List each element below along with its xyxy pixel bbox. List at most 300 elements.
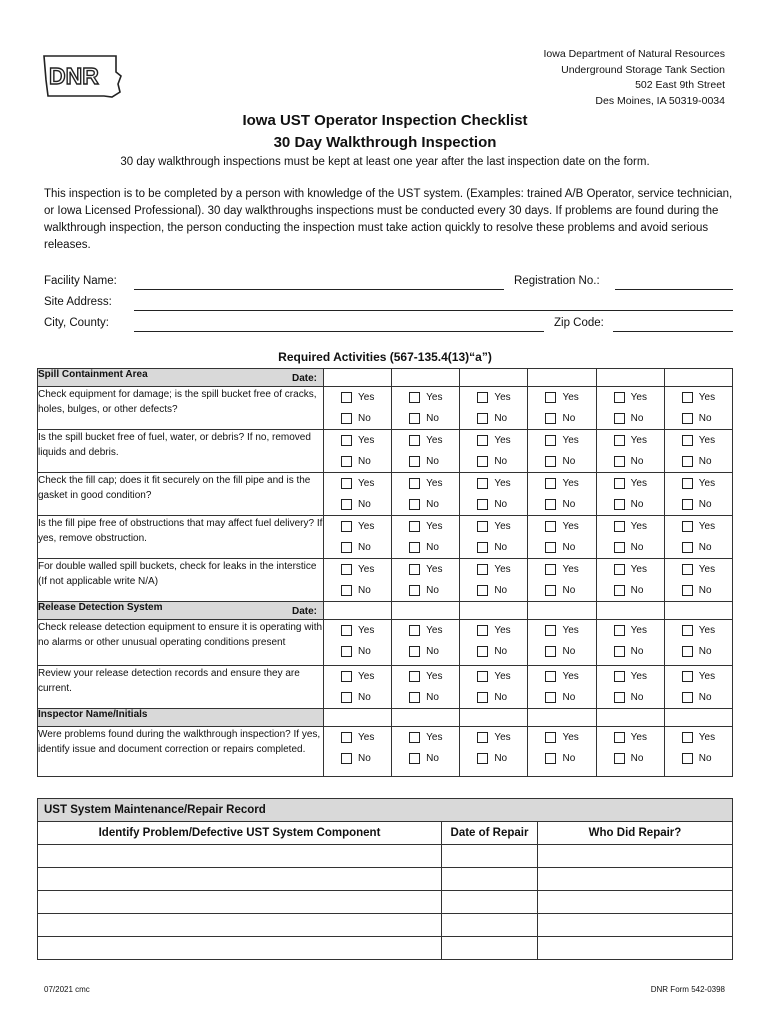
checkbox[interactable] (341, 692, 352, 703)
yes-label: Yes (426, 392, 443, 403)
answer-cell (596, 620, 664, 666)
yes-option[interactable] (460, 473, 527, 494)
yes-option[interactable] (528, 473, 595, 494)
yes-label: Yes (562, 478, 579, 489)
yes-option[interactable] (392, 620, 459, 641)
yes-label: Yes (426, 625, 443, 636)
checkbox[interactable] (545, 625, 556, 636)
no-option[interactable] (392, 451, 459, 472)
no-option[interactable] (528, 537, 595, 558)
yes-option[interactable] (597, 387, 664, 408)
yes-label: Yes (494, 671, 511, 682)
checkbox[interactable] (409, 392, 420, 403)
no-option[interactable] (665, 641, 732, 662)
yes-option[interactable] (324, 559, 391, 580)
checkbox[interactable] (614, 671, 625, 682)
no-option[interactable] (665, 408, 732, 429)
no-option[interactable] (597, 641, 664, 662)
no-option[interactable] (392, 748, 459, 769)
no-label: No (358, 542, 371, 553)
yes-label: Yes (698, 521, 716, 532)
city-county-field[interactable] (134, 331, 544, 332)
answer-cell (460, 727, 528, 777)
yes-label: Yes (562, 521, 579, 532)
checkbox[interactable] (682, 732, 693, 743)
checkbox[interactable] (682, 499, 693, 510)
checkbox[interactable] (341, 392, 352, 403)
checkbox[interactable] (477, 671, 488, 682)
checkbox[interactable] (545, 753, 556, 764)
checkbox[interactable] (682, 646, 693, 657)
checkbox[interactable] (682, 564, 693, 575)
date-cell[interactable] (324, 602, 392, 620)
yes-label: Yes (494, 435, 511, 446)
city-county-label: City, County: (44, 317, 109, 329)
no-option[interactable] (324, 641, 391, 662)
record-title: UST System Maintenance/Repair Record (38, 799, 733, 822)
checkbox[interactable] (545, 435, 556, 446)
section-header (38, 709, 324, 727)
no-label: No (630, 692, 644, 703)
yes-option[interactable] (324, 666, 391, 687)
who-column-header: Who Did Repair? (538, 822, 733, 845)
yes-option[interactable] (460, 430, 527, 451)
checkbox[interactable] (614, 392, 625, 403)
footer-revision: 07/2021 cmc (44, 985, 90, 994)
yes-option[interactable] (460, 516, 527, 537)
yes-option[interactable] (528, 727, 595, 748)
yes-option[interactable] (528, 620, 595, 641)
checkbox[interactable] (477, 732, 488, 743)
answer-cell (460, 473, 528, 516)
answer-cell (324, 516, 392, 559)
checkbox[interactable] (477, 413, 488, 424)
date-cell[interactable] (664, 602, 732, 620)
yes-option[interactable] (528, 516, 595, 537)
yes-option[interactable] (392, 430, 459, 451)
checkbox[interactable] (409, 478, 420, 489)
yes-option[interactable] (528, 559, 595, 580)
no-label: No (426, 692, 439, 703)
no-label: No (698, 753, 712, 764)
no-label: No (562, 456, 576, 467)
yes-option[interactable] (460, 727, 527, 748)
checkbox[interactable] (614, 542, 625, 553)
yes-label: Yes (358, 478, 375, 489)
date-cell[interactable] (324, 369, 392, 387)
no-label: No (358, 499, 371, 510)
checkbox[interactable] (477, 753, 488, 764)
yes-option[interactable] (460, 387, 527, 408)
yes-label: Yes (494, 478, 511, 489)
no-option[interactable] (665, 580, 732, 601)
checkbox[interactable] (682, 456, 693, 467)
no-option[interactable] (597, 537, 664, 558)
checkbox[interactable] (545, 585, 556, 596)
checkbox[interactable] (614, 413, 625, 424)
yes-option[interactable] (597, 559, 664, 580)
checkbox[interactable] (341, 435, 352, 446)
yes-option[interactable] (597, 430, 664, 451)
checkbox[interactable] (614, 435, 625, 446)
no-label: No (698, 585, 712, 596)
no-label: No (494, 499, 508, 510)
checkbox[interactable] (477, 585, 488, 596)
question-row (38, 473, 733, 516)
no-option[interactable] (597, 408, 664, 429)
checkbox[interactable] (409, 413, 420, 424)
yes-option[interactable] (665, 516, 732, 537)
yes-option[interactable] (597, 516, 664, 537)
date-cell[interactable] (460, 709, 528, 727)
no-label: No (494, 542, 508, 553)
checkbox[interactable] (545, 732, 556, 743)
no-option[interactable] (528, 687, 595, 708)
yes-option[interactable] (597, 666, 664, 687)
checkbox[interactable] (477, 478, 488, 489)
yes-option[interactable] (324, 620, 391, 641)
yes-label: Yes (494, 521, 511, 532)
checkbox[interactable] (409, 625, 420, 636)
checkbox[interactable] (409, 456, 420, 467)
no-option[interactable] (528, 748, 595, 769)
checkbox[interactable] (682, 435, 693, 446)
checkbox[interactable] (341, 585, 352, 596)
no-option[interactable] (392, 408, 459, 429)
checkbox[interactable] (614, 732, 625, 743)
yes-option[interactable] (597, 620, 664, 641)
answer-cell (324, 620, 392, 666)
checkbox[interactable] (409, 435, 420, 446)
answer-cell (392, 387, 460, 430)
no-option[interactable] (460, 748, 527, 769)
no-label: No (630, 456, 644, 467)
yes-option[interactable] (392, 387, 459, 408)
yes-option[interactable] (665, 387, 732, 408)
no-option[interactable] (392, 580, 459, 601)
no-option[interactable] (528, 408, 595, 429)
yes-label: Yes (562, 732, 579, 743)
checkbox[interactable] (682, 671, 693, 682)
no-option[interactable] (392, 494, 459, 515)
no-option[interactable] (597, 687, 664, 708)
no-label: No (358, 753, 371, 764)
facility-name-label: Facility Name: (44, 275, 117, 287)
answer-cell (460, 387, 528, 430)
no-option[interactable] (528, 494, 595, 515)
checkbox[interactable] (682, 478, 693, 489)
checkbox[interactable] (341, 753, 352, 764)
no-option[interactable] (665, 537, 732, 558)
yes-option[interactable] (665, 559, 732, 580)
no-option[interactable] (528, 641, 595, 662)
question-row (38, 430, 733, 473)
checkbox[interactable] (545, 456, 556, 467)
question-row (38, 559, 733, 602)
date-label: Date: (291, 606, 317, 617)
date-cell[interactable] (664, 369, 732, 387)
checkbox[interactable] (614, 521, 625, 532)
no-option[interactable] (597, 494, 664, 515)
date-cell[interactable] (392, 369, 460, 387)
yes-label: Yes (562, 671, 579, 682)
yes-option[interactable] (597, 727, 664, 748)
checkbox[interactable] (614, 478, 625, 489)
checkbox[interactable] (545, 521, 556, 532)
date-cell[interactable] (596, 602, 664, 620)
yes-option[interactable] (665, 473, 732, 494)
checkbox[interactable] (409, 671, 420, 682)
no-option[interactable] (460, 641, 527, 662)
no-option[interactable] (460, 580, 527, 601)
yes-option[interactable] (392, 559, 459, 580)
checkbox[interactable] (614, 564, 625, 575)
yes-option[interactable] (392, 666, 459, 687)
yes-option[interactable] (324, 516, 391, 537)
no-option[interactable] (460, 494, 527, 515)
date-cell[interactable] (596, 709, 664, 727)
checkbox[interactable] (477, 392, 488, 403)
date-cell[interactable] (528, 602, 596, 620)
checkbox[interactable] (682, 585, 693, 596)
no-option[interactable] (460, 408, 527, 429)
record-row[interactable] (38, 914, 733, 937)
checkbox[interactable] (545, 413, 556, 424)
checkbox[interactable] (409, 564, 420, 575)
no-option[interactable] (324, 537, 391, 558)
yes-option[interactable] (460, 620, 527, 641)
checkbox[interactable] (341, 625, 352, 636)
yes-label: Yes (562, 435, 579, 446)
checkbox[interactable] (341, 499, 352, 510)
answer-cell (392, 620, 460, 666)
no-option[interactable] (324, 451, 391, 472)
checkbox[interactable] (341, 564, 352, 575)
checkbox[interactable] (682, 692, 693, 703)
checkbox[interactable] (409, 692, 420, 703)
component-column-header: Identify Problem/Defective UST System Component (38, 822, 442, 845)
answer-cell (664, 473, 732, 516)
yes-label: Yes (426, 564, 443, 575)
no-option[interactable] (324, 748, 391, 769)
checkbox[interactable] (477, 542, 488, 553)
section-header-row (38, 602, 733, 620)
checkbox[interactable] (614, 625, 625, 636)
checkbox[interactable] (545, 692, 556, 703)
no-label: No (630, 499, 644, 510)
yes-option[interactable] (665, 666, 732, 687)
yes-option[interactable] (460, 666, 527, 687)
no-option[interactable] (665, 451, 732, 472)
yes-label: Yes (630, 564, 647, 575)
date-cell[interactable] (596, 369, 664, 387)
yes-option[interactable] (528, 666, 595, 687)
checkbox[interactable] (477, 456, 488, 467)
checkbox[interactable] (341, 456, 352, 467)
no-option[interactable] (665, 687, 732, 708)
yes-label: Yes (698, 671, 716, 682)
section-header-row (38, 709, 733, 727)
no-label: No (494, 646, 508, 657)
no-option[interactable] (597, 580, 664, 601)
answer-cell (324, 473, 392, 516)
checkbox[interactable] (409, 521, 420, 532)
date-cell[interactable] (528, 369, 596, 387)
yes-label: Yes (562, 625, 579, 636)
checkbox[interactable] (545, 646, 556, 657)
checkbox[interactable] (409, 732, 420, 743)
checkbox[interactable] (614, 585, 625, 596)
no-option[interactable] (460, 537, 527, 558)
no-label: No (426, 499, 439, 510)
yes-option[interactable] (528, 387, 595, 408)
answer-cell (392, 430, 460, 473)
no-option[interactable] (460, 687, 527, 708)
yes-label: Yes (426, 521, 443, 532)
checkbox[interactable] (545, 499, 556, 510)
yes-label: Yes (698, 625, 716, 636)
checkbox[interactable] (477, 499, 488, 510)
date-cell[interactable] (392, 709, 460, 727)
yes-label: Yes (426, 732, 443, 743)
checkbox[interactable] (614, 499, 625, 510)
yes-label: Yes (698, 392, 716, 403)
answer-cell (460, 666, 528, 709)
checkbox[interactable] (341, 413, 352, 424)
date-cell[interactable] (324, 709, 392, 727)
checkbox[interactable] (682, 413, 693, 424)
answer-cell (596, 666, 664, 709)
checkbox[interactable] (477, 435, 488, 446)
address-line: Des Moines, IA 50319-0034 (595, 94, 725, 107)
checkbox[interactable] (477, 521, 488, 532)
no-label: No (630, 413, 644, 424)
date-cell[interactable] (528, 709, 596, 727)
record-row[interactable] (38, 845, 733, 868)
checkbox[interactable] (341, 671, 352, 682)
yes-option[interactable] (665, 727, 732, 748)
address-line: 502 East 9th Street (635, 79, 725, 91)
checkbox[interactable] (477, 625, 488, 636)
no-option[interactable] (324, 494, 391, 515)
no-option[interactable] (460, 451, 527, 472)
yes-label: Yes (426, 435, 443, 446)
answer-cell (528, 516, 596, 559)
answer-cell (664, 559, 732, 602)
answer-cell (324, 430, 392, 473)
yes-option[interactable] (324, 387, 391, 408)
registration-label: Registration No.: (514, 275, 600, 287)
no-option[interactable] (324, 687, 391, 708)
facility-name-field[interactable] (134, 289, 504, 290)
date-cell[interactable] (460, 369, 528, 387)
checkbox[interactable] (614, 456, 625, 467)
no-option[interactable] (665, 494, 732, 515)
no-option[interactable] (392, 687, 459, 708)
yes-option[interactable] (665, 620, 732, 641)
no-option[interactable] (324, 408, 391, 429)
yes-option[interactable] (665, 430, 732, 451)
no-option[interactable] (324, 580, 391, 601)
checkbox[interactable] (477, 646, 488, 657)
yes-label: Yes (426, 478, 443, 489)
no-option[interactable] (392, 537, 459, 558)
checkbox[interactable] (409, 753, 420, 764)
no-option[interactable] (528, 451, 595, 472)
checkbox[interactable] (545, 671, 556, 682)
answer-cell (664, 430, 732, 473)
yes-option[interactable] (392, 727, 459, 748)
checkbox[interactable] (682, 753, 693, 764)
record-row[interactable] (38, 891, 733, 914)
zip-code-field[interactable] (613, 331, 733, 332)
question-text: For double walled spill buckets, check for leaks in the interstice (If not applicable write N/A) (38, 559, 324, 602)
checkbox[interactable] (341, 646, 352, 657)
no-option[interactable] (528, 580, 595, 601)
yes-option[interactable] (597, 473, 664, 494)
checkbox[interactable] (682, 521, 693, 532)
yes-option[interactable] (392, 516, 459, 537)
checkbox[interactable] (545, 392, 556, 403)
site-address-field[interactable] (134, 310, 733, 311)
checkbox[interactable] (341, 732, 352, 743)
yes-option[interactable] (392, 473, 459, 494)
no-label: No (358, 456, 371, 467)
checkbox[interactable] (409, 585, 420, 596)
checkbox[interactable] (477, 564, 488, 575)
checkbox[interactable] (682, 625, 693, 636)
checkbox[interactable] (545, 478, 556, 489)
checkbox[interactable] (545, 564, 556, 575)
checkbox[interactable] (682, 542, 693, 553)
checkbox[interactable] (409, 499, 420, 510)
checkbox[interactable] (409, 542, 420, 553)
intro-paragraph: This inspection is to be completed by a person with knowledge of the UST system. (Examples: trained A/B Operator, service technician, or Iowa Licensed Professional). 30 day walkthroughs inspections must be conducted every 30 days. If problems are found during the walkthrough inspection, the person conducting the inspection must take action quickly to resolve these problems and avoid serious releases. (44, 188, 733, 251)
yes-option[interactable] (324, 727, 391, 748)
answer-cell (392, 666, 460, 709)
no-option[interactable] (597, 451, 664, 472)
checkbox[interactable] (614, 692, 625, 703)
no-option[interactable] (665, 748, 732, 769)
no-option[interactable] (597, 748, 664, 769)
no-option[interactable] (392, 641, 459, 662)
checkbox[interactable] (341, 521, 352, 532)
checkbox[interactable] (341, 542, 352, 553)
yes-option[interactable] (460, 559, 527, 580)
checkbox[interactable] (682, 392, 693, 403)
no-label: No (630, 646, 644, 657)
yes-label: Yes (630, 478, 647, 489)
checkbox[interactable] (341, 478, 352, 489)
yes-option[interactable] (528, 430, 595, 451)
answer-cell (664, 387, 732, 430)
date-cell[interactable] (460, 602, 528, 620)
checkbox[interactable] (545, 542, 556, 553)
yes-option[interactable] (324, 430, 391, 451)
record-row[interactable] (38, 937, 733, 960)
checkbox[interactable] (614, 753, 625, 764)
no-label: No (426, 646, 439, 657)
registration-field[interactable] (615, 289, 733, 290)
yes-option[interactable] (324, 473, 391, 494)
checkbox[interactable] (614, 646, 625, 657)
date-cell[interactable] (392, 602, 460, 620)
checkbox[interactable] (477, 692, 488, 703)
record-row[interactable] (38, 868, 733, 891)
checkbox[interactable] (409, 646, 420, 657)
yes-label: Yes (698, 435, 716, 446)
date-cell[interactable] (664, 709, 732, 727)
